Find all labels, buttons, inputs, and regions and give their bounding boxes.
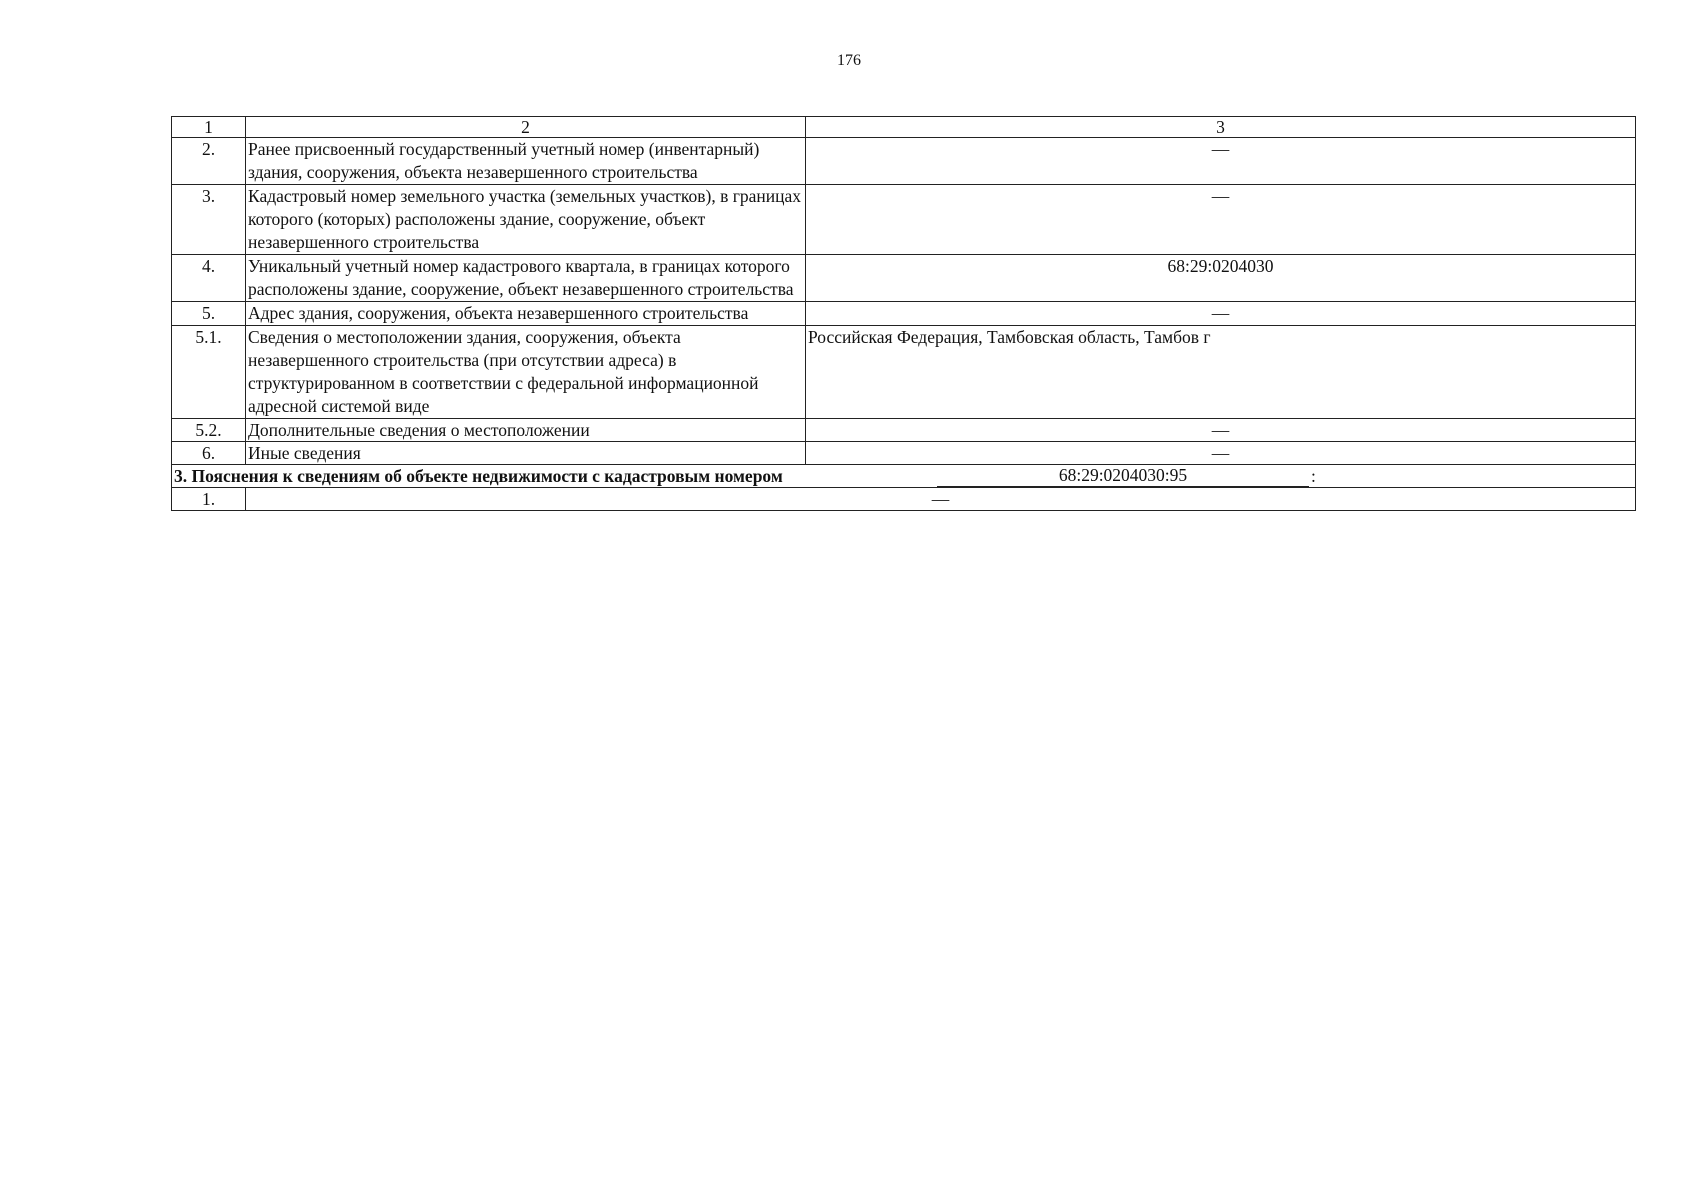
table-row [172, 419, 1636, 442]
row-number: 6. [172, 442, 246, 465]
table-row [172, 185, 1636, 255]
row-label: Адрес здания, сооружения, объекта незавершенного строительства [246, 302, 806, 326]
row-number: 5. [172, 302, 246, 326]
section-colon: : [1311, 466, 1316, 486]
row-value: Российская Федерация, Тамбовская область, Тамбов г [806, 326, 1636, 419]
table-row [172, 442, 1636, 465]
row-value: — [806, 442, 1636, 465]
table-row [172, 138, 1636, 185]
row-number: 4. [172, 255, 246, 302]
table-header-row [172, 117, 1636, 138]
cadastral-number: 68:29:0204030:95 [937, 465, 1309, 487]
section-heading-row [172, 465, 1636, 488]
section-title: 3. Пояснения к сведениям об объекте недвижимости с кадастровым номером [174, 466, 783, 486]
row-label: Дополнительные сведения о местоположении [246, 419, 806, 442]
table-row [172, 302, 1636, 326]
table-row [172, 326, 1636, 419]
cadastral-info-table [171, 116, 1636, 511]
page-number: 176 [837, 52, 861, 69]
table-row [172, 255, 1636, 302]
header-col-3: 3 [806, 117, 1636, 138]
row-value: — [806, 419, 1636, 442]
header-col-2: 2 [246, 117, 806, 138]
row-number: 3. [172, 185, 246, 255]
row-value: — [246, 488, 1636, 511]
row-value: 68:29:0204030 [806, 255, 1636, 302]
row-number: 1. [172, 488, 246, 511]
row-value: — [806, 302, 1636, 326]
explanation-row [172, 488, 1636, 511]
row-label: Иные сведения [246, 442, 806, 465]
row-number: 5.2. [172, 419, 246, 442]
row-label: Сведения о местоположении здания, сооружения, объекта незавершенного строительства (при отсутствии адреса) в структурированном в соответствии с федеральной информационной адресной системой виде [246, 326, 806, 419]
row-number: 5.1. [172, 326, 246, 419]
row-label: Ранее присвоенный государственный учетный номер (инвентарный) здания, сооружения, объекта незавершенного строительства [246, 138, 806, 185]
row-value: — [806, 138, 1636, 185]
section-heading [172, 465, 1636, 488]
row-label: Кадастровый номер земельного участка (земельных участков), в границах которого (которых) расположены здание, сооружение, объект незавершенного строительства [246, 185, 806, 255]
row-number: 2. [172, 138, 246, 185]
header-col-1: 1 [172, 117, 246, 138]
row-label: Уникальный учетный номер кадастрового квартала, в границах которого расположены здание, сооружение, объект незавершенного строительства [246, 255, 806, 302]
row-value: — [806, 185, 1636, 255]
